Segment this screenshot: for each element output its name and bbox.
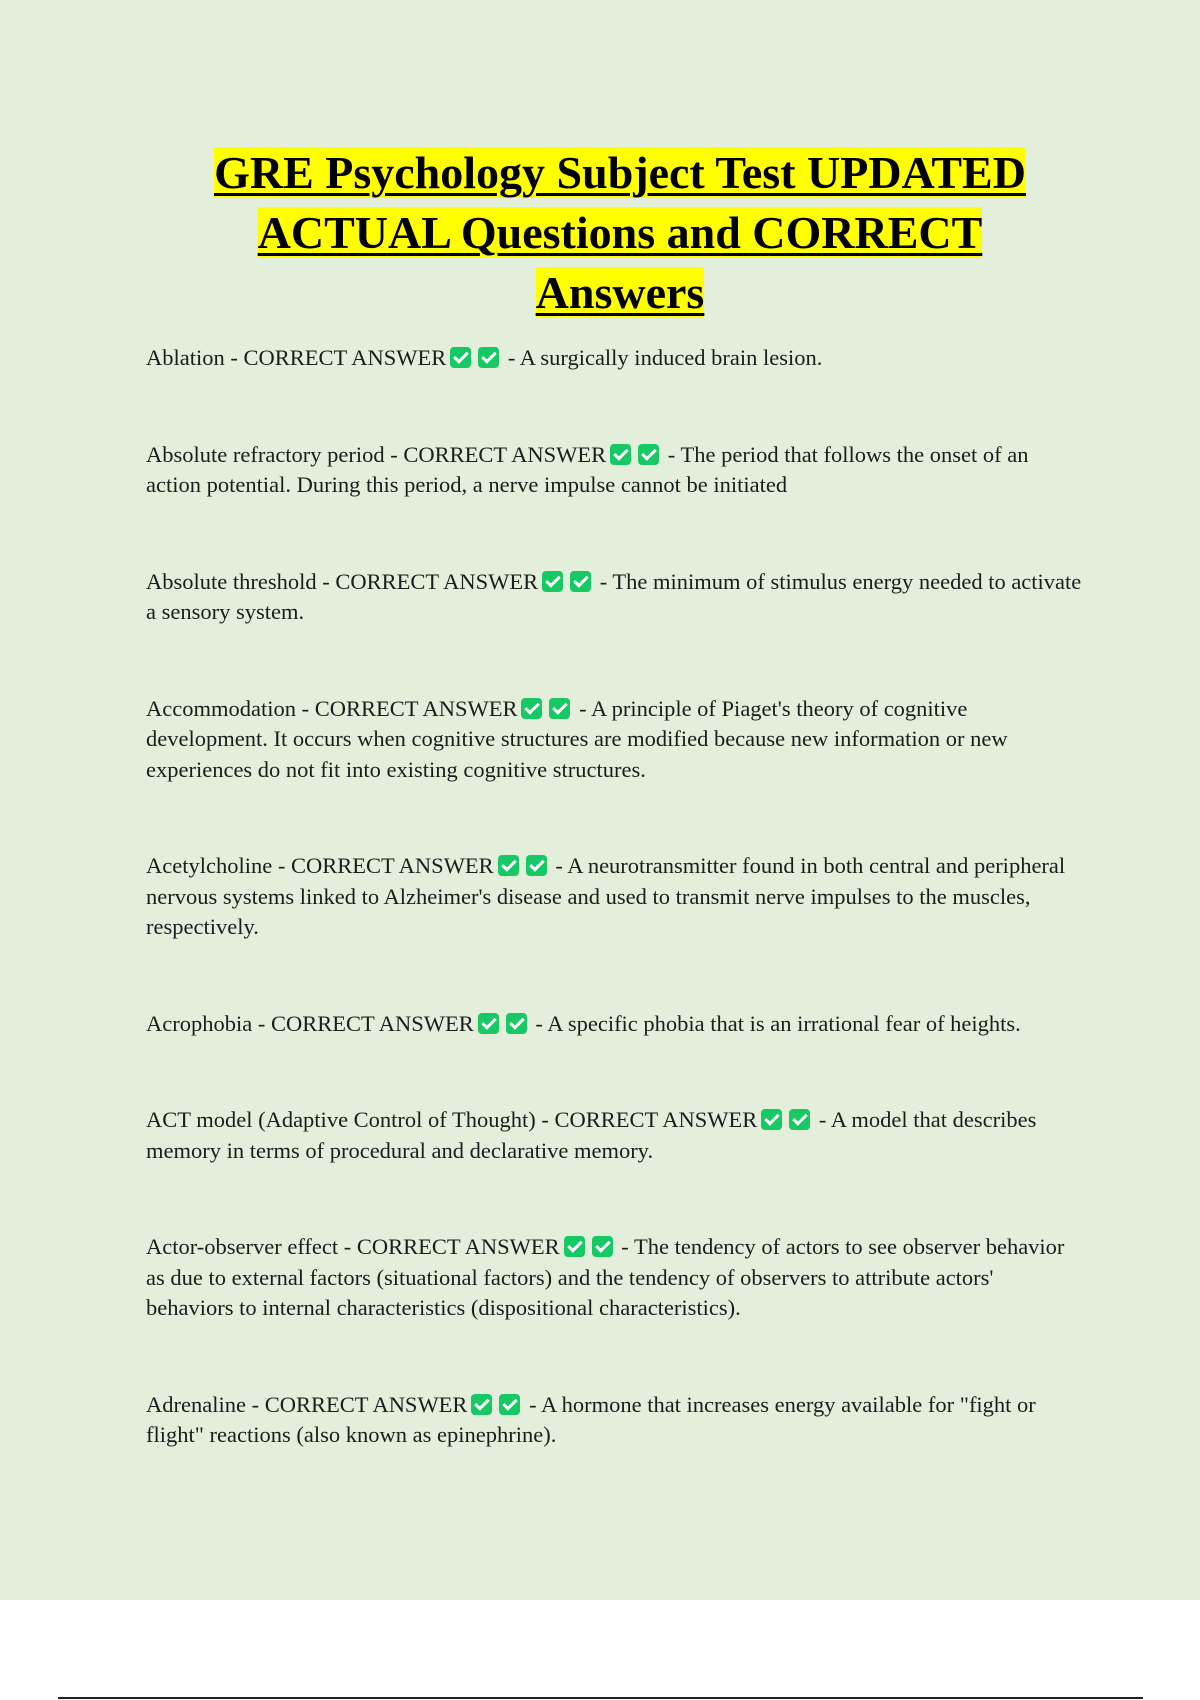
entry-definition: - A hormone that increases energy available for "fight or flight" reactions (also known as epinephrine). <box>146 1391 1036 1447</box>
entry-definition: - The minimum of stimulus energy needed to activate a sensory system. <box>146 568 1082 624</box>
check-mark-icon <box>542 571 563 592</box>
check-mark-icon <box>478 1013 499 1034</box>
entry-definition: - The tendency of actors to see observer behavior as due to external factors (situational factors) and the tendency of observers to attribute actors' behaviors to internal characteristics (dispositional characteristics). <box>146 1234 1065 1320</box>
entry-term: Adrenaline - CORRECT ANSWER <box>146 1391 468 1417</box>
entry-definition: - A model that describes memory in terms of procedural and declarative memory. <box>146 1107 1037 1163</box>
check-mark-icon <box>638 444 659 465</box>
check-mark-icon <box>549 698 570 719</box>
list-item <box>146 694 1086 786</box>
entry-term: Absolute threshold - CORRECT ANSWER <box>146 568 539 594</box>
entry-term: Ablation - CORRECT ANSWER <box>146 345 447 370</box>
check-mark-icon <box>499 1394 520 1415</box>
title-line-1: GRE Psychology Subject Test UPDATED <box>214 147 1026 198</box>
entry-definition: - A surgically induced brain lesion. <box>502 345 823 370</box>
check-mark-icon <box>506 1013 527 1034</box>
check-mark-icon <box>570 571 591 592</box>
entry-definition: - A specific phobia that is an irrational fear of heights. <box>529 1010 1021 1036</box>
list-item <box>146 1232 1086 1324</box>
document-title <box>140 143 1100 323</box>
entry-definition: - A principle of Piaget's theory of cognitive development. It occurs when cognitive structures are modified because new information or new experiences do not fit into existing cognitive structures. <box>146 695 1008 782</box>
check-mark-icon <box>521 698 542 719</box>
list-item <box>146 1390 1086 1451</box>
list-item <box>146 1105 1086 1166</box>
check-mark-icon <box>592 1236 613 1257</box>
list-item <box>146 851 1086 943</box>
list-item <box>146 1009 1086 1040</box>
entry-definition: - The period that follows the onset of an action potential. During this period, a nerve impulse cannot be initiated <box>146 441 1029 497</box>
check-mark-icon <box>564 1236 585 1257</box>
entry-term: Absolute refractory period - CORRECT ANSWER <box>146 441 607 467</box>
entry-term: Accommodation - CORRECT ANSWER <box>146 695 518 721</box>
entry-term: ACT model (Adaptive Control of Thought) - CORRECT ANSWER <box>146 1107 758 1132</box>
check-mark-icon <box>610 444 631 465</box>
check-mark-icon <box>761 1109 782 1130</box>
title-line-3: Answers <box>535 267 705 318</box>
entry-list <box>146 343 1086 1517</box>
check-mark-icon <box>478 347 499 368</box>
check-mark-icon <box>471 1394 492 1415</box>
entry-definition: - A neurotransmitter found in both central and peripheral nervous systems linked to Alzheimer's disease and used to transmit nerve impulses to the muscles, respectively. <box>146 853 1066 939</box>
list-item <box>146 567 1086 628</box>
entry-term: Acrophobia - CORRECT ANSWER <box>146 1010 474 1036</box>
entry-term: Actor-observer effect - CORRECT ANSWER <box>146 1234 560 1259</box>
check-mark-icon <box>450 347 471 368</box>
entry-term: Acetylcholine - CORRECT ANSWER <box>146 853 494 878</box>
list-item <box>146 343 1086 374</box>
check-mark-icon <box>789 1109 810 1130</box>
check-mark-icon <box>526 855 547 876</box>
footer-divider <box>58 1697 1143 1699</box>
title-line-2: ACTUAL Questions and CORRECT <box>257 207 983 258</box>
list-item <box>146 440 1086 501</box>
check-mark-icon <box>498 855 519 876</box>
